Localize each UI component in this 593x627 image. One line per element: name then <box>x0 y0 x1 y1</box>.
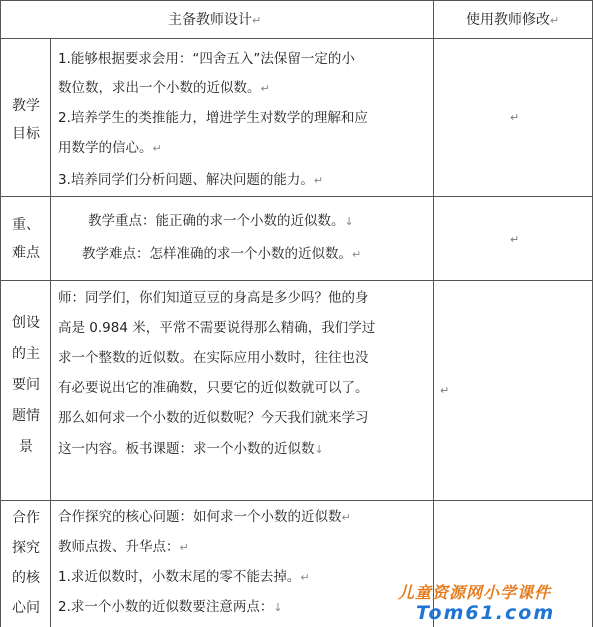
goal-line-4: 用数学的信心。↵ <box>58 140 162 156</box>
label-line: 的主 <box>12 346 40 362</box>
rule-scenario <box>0 500 593 501</box>
label-goals <box>4 92 48 148</box>
label-line: 创设 <box>12 315 40 331</box>
site-watermark-logo <box>390 578 593 627</box>
rule-goals <box>0 196 593 197</box>
explore-line-1: 合作探究的核心问题：如何求一个小数的近似数↵ <box>58 509 351 525</box>
scenario-line-2: 高是 0.984 米，平常不需要说得那么精确，我们学过 <box>58 320 376 336</box>
scenario-line-1: 师：同学们，你们知道豆豆的身高是多少吗？他的身 <box>58 290 369 306</box>
rule-keypoints <box>0 280 593 281</box>
scenario-line-5: 那么如何求一个小数的近似数呢？今天我们就来学习 <box>58 410 369 426</box>
label-line: 的核 <box>12 570 40 586</box>
header-modifier-text: 使用教师修改 <box>466 12 550 28</box>
return-mark: ↵ <box>510 233 520 246</box>
header-modifier <box>466 10 559 31</box>
label-line: 教学 <box>12 98 40 114</box>
rule-top <box>0 0 593 1</box>
watermark-line-2: Tom61.com <box>416 602 556 624</box>
label-line: 要问 <box>12 377 40 393</box>
return-mark: ↵ <box>510 111 520 124</box>
label-line: 合作 <box>12 510 40 526</box>
explore-line-2: 教师点拨、升华点：↵ <box>58 539 189 555</box>
scenario-line-4: 有必要说出它的准确数，只要它的近似数就可以了。 <box>58 380 369 396</box>
keypoint-line-1: 教学重点：能正确的求一个小数的近似数。↓ <box>88 213 354 229</box>
explore-line-4: 2.求一个小数的近似数要注意两点：↓ <box>58 599 283 615</box>
goal-line-3: 2.培养学生的类推能力，增进学生对数学的理解和应 <box>58 110 368 126</box>
label-keypoints <box>4 211 48 267</box>
rule-label-col <box>50 38 51 627</box>
watermark-line-1: 儿童资源网小学课件 <box>398 583 552 602</box>
return-mark: ↵ <box>550 14 560 27</box>
label-line: 重、 <box>12 217 40 233</box>
label-line: 景 <box>19 439 33 455</box>
label-explore <box>4 503 48 623</box>
explore-line-3: 1.求近似数时，小数末尾的零不能去掉。↵ <box>58 569 310 585</box>
goal-line-1: 1.能够根据要求会用：“四舍五入”法保留一定的小 <box>58 51 355 67</box>
scenario-line-6: 这一内容。板书课题：求一个小数的近似数↓ <box>58 441 324 457</box>
label-line: 探究 <box>12 540 40 556</box>
label-line: 题情 <box>12 408 40 424</box>
return-mark: ↵ <box>440 384 450 397</box>
goal-line-2: 数位数，求出一个小数的近似数。↵ <box>58 80 270 96</box>
label-line: 心问 <box>12 600 40 616</box>
rule-main-col <box>433 0 434 627</box>
label-line: 目标 <box>12 126 40 142</box>
label-scenario <box>4 308 48 463</box>
return-mark: ↵ <box>252 14 262 27</box>
header-designer-text: 主备教师设计 <box>168 12 252 28</box>
goal-line-5: 3.培养同学们分析问题、解决问题的能力。↵ <box>58 172 324 188</box>
rule-header <box>0 38 593 39</box>
label-line: 难点 <box>12 245 40 261</box>
header-designer <box>168 10 261 31</box>
rule-left <box>0 0 1 627</box>
keypoint-line-2: 教学难点：怎样准确的求一个小数的近似数。↵ <box>82 246 362 262</box>
scenario-line-3: 求一个整数的近似数。在实际应用小数时，往往也没 <box>58 350 369 366</box>
